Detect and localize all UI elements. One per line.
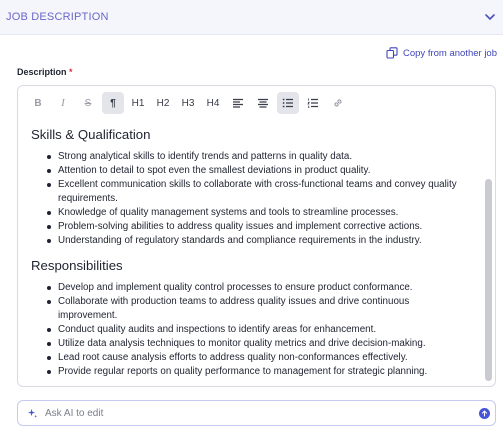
heading2-label: H2 [156,97,170,109]
copy-icon [386,47,398,59]
bold-button[interactable] [27,92,49,114]
responsibilities-list [31,281,478,379]
editor-toolbar [18,86,495,120]
bullet-list-button[interactable] [277,92,299,114]
heading1-label: H1 [131,97,145,109]
section-title: JOB DESCRIPTION [6,11,109,23]
list-item: Understanding of regulatory standards and compliance requirements in the industry. [31,234,461,248]
align-left-icon [232,97,244,109]
send-button[interactable] [479,408,490,419]
job-description-section-header[interactable] [0,0,503,35]
editor-content[interactable] [18,120,478,386]
list-item: Strong analytical skills to identify trends and patterns in quality data. [31,150,461,164]
bullet-list-icon [282,97,294,109]
strikethrough-label: S [84,97,92,109]
link-button[interactable] [327,92,349,114]
required-marker: * [69,67,73,77]
list-item: Excellent communication skills to collaborate with cross-functional teams and convey quality requirements. [31,178,461,206]
heading3-label: H3 [181,97,195,109]
heading4-button[interactable] [202,92,224,114]
heading2-button[interactable] [152,92,174,114]
align-left-button[interactable] [227,92,249,114]
ask-ai-bar[interactable] [17,400,496,426]
ask-ai-input[interactable] [45,405,465,422]
description-editor[interactable] [17,85,496,387]
list-item: Lead root cause analysis efforts to address quality non-conformances effectively. [31,351,461,365]
skills-heading: Skills & Qualification [31,127,151,142]
sparkle-icon [27,408,38,419]
list-item: Conduct quality audits and inspections to identify areas for enhancement. [31,323,461,337]
heading3-button[interactable] [177,92,199,114]
copy-link-label: Copy from another job [403,47,497,59]
description-label [17,67,73,77]
skills-list [31,150,478,248]
scrollbar-thumb[interactable] [485,179,492,381]
heading1-button[interactable] [127,92,149,114]
chevron-down-icon[interactable] [483,10,497,24]
heading4-label: H4 [206,97,220,109]
link-icon [332,97,344,109]
list-item: Knowledge of quality management systems and tools to streamline processes. [31,206,461,220]
list-item: Utilize data analysis techniques to monitor quality metrics and drive decision-making. [31,337,461,351]
list-item: Collaborate with production teams to address quality issues and drive continuous improvement. [31,295,461,323]
align-center-button[interactable] [252,92,274,114]
ordered-list-icon [307,97,319,109]
italic-button[interactable] [52,92,74,114]
paragraph-button[interactable] [102,92,124,114]
align-center-icon [257,97,269,109]
arrow-up-icon [480,409,489,418]
responsibilities-heading: Responsibilities [31,258,123,273]
strikethrough-button[interactable] [77,92,99,114]
list-item: Develop and implement quality control processes to ensure product conformance. [31,281,461,295]
description-label-text: Description [17,67,67,77]
paragraph-label: ¶ [110,97,116,109]
ordered-list-button[interactable] [302,92,324,114]
bold-label: B [34,97,42,109]
copy-from-another-job-link[interactable] [386,45,497,61]
list-item: Problem-solving abilities to address quality issues and implement corrective actions. [31,220,461,234]
list-item: Provide regular reports on quality performance to management for strategic planning. [31,365,461,379]
list-item: Attention to detail to spot even the smallest deviations in product quality. [31,164,461,178]
italic-label: I [61,97,65,109]
